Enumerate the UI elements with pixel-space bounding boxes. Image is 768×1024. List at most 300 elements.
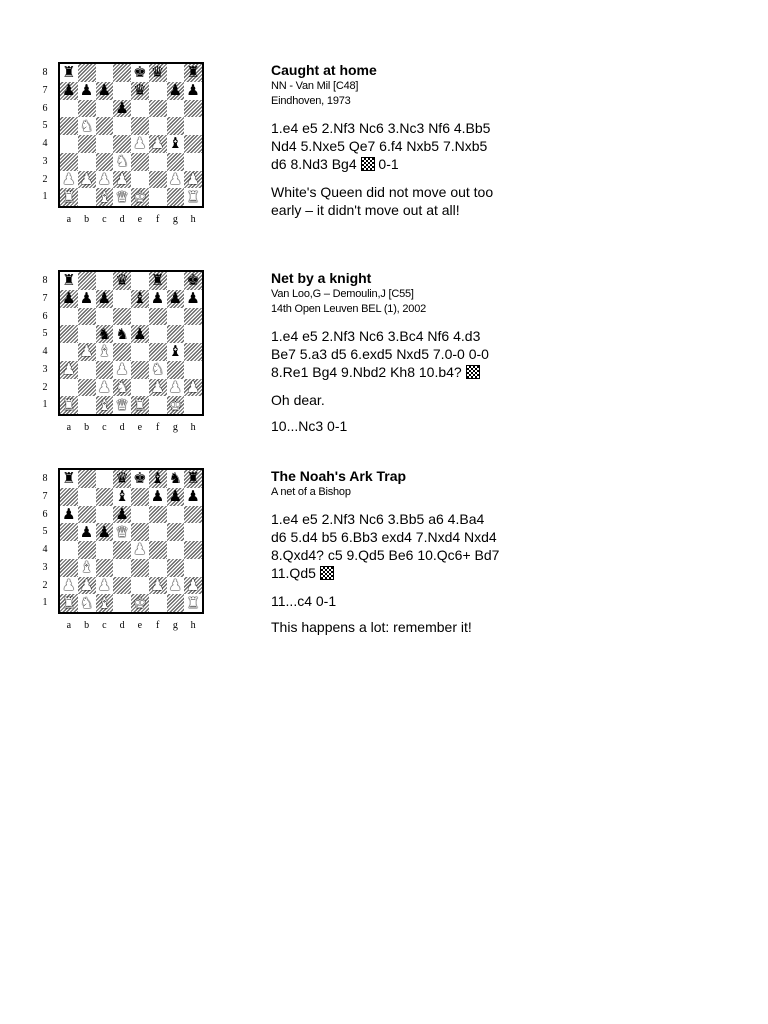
rank-label: 7 [42,84,48,96]
board-square-d4 [113,541,131,559]
moves-text: 1.e4 e5 2.Nf3 Nc6 3.Bc4 Nf6 4.d3 Be7 5.a3 d5 6.exd5 Nxd5 7.0-0 0-0 8.Re1 Bg4 9.Nbd2 Kh8 10.b4? [271,328,489,380]
black-pawn-icon: ♟ [79,289,94,308]
rank-label: 5 [42,120,48,132]
white-pawn-icon: ♟ [97,377,112,396]
board-square-e4 [131,135,149,153]
board-square-h3 [184,559,202,577]
board-square-b6 [78,506,96,524]
white-pawn-icon: ♟ [133,134,147,153]
board-square-h2 [184,577,202,595]
board-square-b7 [78,488,96,506]
board-square-f1 [149,594,167,612]
board-square-a4 [60,135,78,153]
board-square-c6 [96,308,114,326]
file-label: d [119,422,125,433]
board-square-b8 [78,470,96,488]
board-square-h5 [184,117,202,135]
file-label: f [155,214,160,225]
board-square-a1 [60,188,78,206]
game-text [271,468,501,636]
board-square-e2 [131,577,149,595]
board-square-b1 [78,396,96,414]
file-label: a [66,422,72,433]
game-text [271,270,501,435]
game-title: Net by a knight [271,270,372,286]
black-queen-icon: ♛ [133,81,147,100]
board-square-e5 [131,523,149,541]
board-square-g8 [167,64,185,82]
rank-label: 6 [42,508,48,520]
end-of-line-icon [466,365,480,379]
board-square-g7 [167,488,185,506]
file-label: b [84,422,90,433]
rank-label: 4 [42,544,48,555]
file-label: b [84,620,90,631]
black-king-icon: ♚ [133,469,147,488]
board-square-c1 [96,188,114,206]
rank-label: 2 [42,173,48,185]
board-square-h7 [184,488,202,506]
board-square-h2 [184,171,202,189]
board-square-b8 [78,64,96,82]
board-square-d2 [113,171,131,189]
board-square-f7 [149,290,167,308]
board-square-c5 [96,117,114,135]
file-label: c [102,620,107,631]
game-note: Oh dear. [271,392,325,408]
black-queen-icon: ♛ [150,63,165,82]
white-queen-icon: ♛ [115,395,129,414]
board-square-b8 [78,272,96,290]
board-square-c5 [96,523,114,541]
rank-label: 3 [42,155,48,167]
file-label: g [172,620,178,631]
board-square-g7 [167,290,185,308]
white-king-icon: ♚ [133,187,147,206]
board-square-b4 [78,541,96,559]
board-square-e2 [131,379,149,397]
rank-label: 7 [42,490,48,502]
rank-label: 5 [42,526,48,538]
board-square-a8 [60,64,78,82]
board-square-a3 [60,153,78,171]
board-square-f2 [149,379,167,397]
board-square-h3 [184,361,202,379]
board-square-h7 [184,290,202,308]
black-queen-icon: ♛ [115,469,129,488]
white-pawn-icon: ♟ [150,134,165,153]
moves-suffix: 0-1 [378,156,399,172]
board-square-h4 [184,135,202,153]
board-square-d7 [113,82,131,100]
diagram-3 [38,468,218,640]
board-square-f6 [149,308,167,326]
board-square-e3 [131,153,149,171]
board-square-d3 [113,153,131,171]
board-square-d7 [113,488,131,506]
white-bishop-icon: ♝ [97,187,112,206]
board-square-d6 [113,308,131,326]
board-square-e6 [131,506,149,524]
white-rook-icon: ♜ [62,593,76,612]
board-square-b4 [78,135,96,153]
board-square-h1 [184,188,202,206]
rank-label: 1 [42,597,48,609]
board-square-h8 [184,64,202,82]
file-label: h [190,620,196,631]
board-square-g3 [167,361,185,379]
board-square-g2 [167,379,185,397]
file-label: c [102,422,107,433]
black-bishop-icon: ♝ [168,342,183,361]
white-pawn-icon: ♟ [115,360,129,379]
board-square-c3 [96,153,114,171]
white-rook-icon: ♜ [62,395,76,414]
board-square-b6 [78,308,96,326]
chessboard [58,468,204,614]
board-square-a5 [60,523,78,541]
board-square-b5 [78,523,96,541]
board-square-c7 [96,488,114,506]
board-square-g4 [167,343,185,361]
board-square-c7 [96,290,114,308]
board-square-f5 [149,523,167,541]
white-queen-icon: ♛ [115,522,129,541]
board-square-e7 [131,82,149,100]
diagram-2 [38,270,218,442]
board-square-f1 [149,188,167,206]
board-square-f4 [149,541,167,559]
board-square-b1 [78,188,96,206]
board-square-f2 [149,577,167,595]
board-square-e3 [131,361,149,379]
black-pawn-icon: ♟ [186,289,200,308]
board-square-d1 [113,396,131,414]
white-pawn-icon: ♟ [115,169,129,188]
board-square-f7 [149,82,167,100]
board-square-a5 [60,325,78,343]
white-knight-icon: ♞ [79,593,94,612]
board-square-a5 [60,117,78,135]
chessboard [58,270,204,416]
black-rook-icon: ♜ [186,63,200,82]
black-rook-icon: ♜ [150,271,165,290]
board-square-a3 [60,361,78,379]
black-bishop-icon: ♝ [115,487,129,506]
board-square-c4 [96,135,114,153]
board-square-g8 [167,470,185,488]
board-square-f4 [149,343,167,361]
black-rook-icon: ♜ [186,469,200,488]
game-players: NN - Van Mil [C48] [271,80,359,92]
board-square-d1 [113,188,131,206]
board-square-b3 [78,153,96,171]
board-square-g7 [167,82,185,100]
white-pawn-icon: ♟ [186,575,200,594]
black-pawn-icon: ♟ [115,504,129,523]
board-square-f8 [149,470,167,488]
file-label: f [155,422,160,433]
black-pawn-icon: ♟ [97,289,112,308]
board-square-g8 [167,272,185,290]
board-square-c3 [96,559,114,577]
board-square-g3 [167,559,185,577]
board-square-a2 [60,171,78,189]
board-square-g4 [167,135,185,153]
board-square-c8 [96,64,114,82]
board-square-h6 [184,100,202,118]
board-square-a1 [60,594,78,612]
rank-label: 4 [42,346,48,357]
board-square-h2 [184,379,202,397]
board-square-h1 [184,594,202,612]
file-labels [60,422,202,434]
board-square-b6 [78,100,96,118]
board-square-d3 [113,361,131,379]
white-king-icon: ♚ [133,593,147,612]
board-square-b4 [78,343,96,361]
white-pawn-icon: ♟ [168,575,183,594]
white-pawn-icon: ♟ [150,575,165,594]
white-pawn-icon: ♟ [150,377,165,396]
black-pawn-icon: ♟ [79,81,94,100]
file-label: g [172,214,178,225]
board-square-c4 [96,541,114,559]
game-title: Caught at home [271,62,377,78]
moves-text: 1.e4 e5 2.Nf3 Nc6 3.Bb5 a6 4.Ba4 d6 5.d4 b5 6.Bb3 exd4 7.Nxd4 Nxd4 8.Qxd4? c5 9.Qd5 Be6 10.Qc6+ Bd7 11.Qd5 [271,511,500,581]
file-label: d [119,214,125,225]
white-knight-icon: ♞ [115,377,129,396]
rank-label: 6 [42,102,48,114]
rank-label: 8 [42,67,48,78]
file-label: c [102,214,107,225]
board-square-f8 [149,272,167,290]
board-square-e1 [131,396,149,414]
game-note: This happens a lot: remember it! [271,619,472,635]
white-pawn-icon: ♟ [168,377,183,396]
white-pawn-icon: ♟ [62,575,76,594]
board-square-b2 [78,379,96,397]
board-square-b5 [78,325,96,343]
board-square-g6 [167,100,185,118]
board-square-c1 [96,396,114,414]
board-square-a6 [60,308,78,326]
board-square-e6 [131,100,149,118]
board-square-d5 [113,523,131,541]
board-square-h5 [184,325,202,343]
board-square-b1 [78,594,96,612]
board-square-g3 [167,153,185,171]
board-square-a3 [60,559,78,577]
file-label: a [66,214,72,225]
white-rook-icon: ♜ [62,187,76,206]
board-square-c2 [96,171,114,189]
white-bishop-icon: ♝ [97,342,112,361]
black-knight-icon: ♞ [97,324,112,343]
board-square-f6 [149,506,167,524]
game-note: White's Queen did not move out too early – it didn't move out at all! [271,184,494,218]
white-pawn-icon: ♟ [186,169,200,188]
board-square-a7 [60,488,78,506]
white-pawn-icon: ♟ [79,342,94,361]
game-event: 14th Open Leuven BEL (1), 2002 [271,303,427,315]
board-square-b2 [78,577,96,595]
black-king-icon: ♚ [133,63,147,82]
black-pawn-icon: ♟ [133,324,147,343]
board-square-a8 [60,470,78,488]
board-square-h1 [184,396,202,414]
white-pawn-icon: ♟ [62,360,76,379]
board-square-e5 [131,325,149,343]
board-square-e4 [131,541,149,559]
file-label: f [155,620,160,631]
black-pawn-icon: ♟ [115,98,129,117]
board-square-f8 [149,64,167,82]
board-square-h8 [184,272,202,290]
board-square-c8 [96,272,114,290]
board-square-d6 [113,100,131,118]
rank-label: 3 [42,561,48,573]
board-square-d7 [113,290,131,308]
board-square-f3 [149,361,167,379]
board-square-g1 [167,396,185,414]
white-bishop-icon: ♝ [79,558,94,577]
white-rook-icon: ♜ [186,187,200,206]
black-pawn-icon: ♟ [186,81,200,100]
board-square-d6 [113,506,131,524]
board-square-d1 [113,594,131,612]
white-knight-icon: ♞ [150,360,165,379]
board-square-a4 [60,541,78,559]
file-label: g [172,422,178,433]
rank-label: 4 [42,138,48,149]
board-square-e1 [131,188,149,206]
black-pawn-icon: ♟ [168,81,183,100]
file-label: h [190,214,196,225]
board-square-c6 [96,506,114,524]
white-pawn-icon: ♟ [97,169,112,188]
black-king-icon: ♚ [186,271,200,290]
game-moves [271,119,501,173]
board-square-h4 [184,541,202,559]
board-square-e7 [131,290,149,308]
end-of-line-icon [361,157,375,171]
black-pawn-icon: ♟ [79,522,94,541]
board-square-h7 [184,82,202,100]
board-square-d8 [113,64,131,82]
board-square-e8 [131,470,149,488]
file-label: e [137,422,143,433]
game-title: The Noah's Ark Trap [271,468,407,484]
file-label: d [119,620,125,631]
board-square-g1 [167,594,185,612]
board-square-c2 [96,577,114,595]
board-square-h6 [184,308,202,326]
game-note: 10...Nc3 0-1 [271,418,348,434]
game-event: Eindhoven, 1973 [271,95,351,107]
board-square-a7 [60,290,78,308]
board-square-d8 [113,470,131,488]
white-knight-icon: ♞ [79,116,94,135]
white-rook-icon: ♜ [186,593,200,612]
board-square-a7 [60,82,78,100]
white-pawn-icon: ♟ [62,169,76,188]
board-square-a2 [60,577,78,595]
black-pawn-icon: ♟ [97,81,112,100]
rank-label: 6 [42,310,48,322]
game-players: Van Loo,G – Demoulin,J [C55] [271,288,414,300]
file-labels [60,214,202,226]
board-square-d2 [113,577,131,595]
board-square-d3 [113,559,131,577]
board-square-c2 [96,379,114,397]
board-square-f2 [149,171,167,189]
game-moves [271,327,501,381]
black-bishop-icon: ♝ [150,469,165,488]
rank-label: 8 [42,275,48,286]
white-pawn-icon: ♟ [79,169,94,188]
white-pawn-icon: ♟ [133,540,147,559]
board-square-f5 [149,117,167,135]
board-square-h8 [184,470,202,488]
board-square-a8 [60,272,78,290]
file-label: e [137,214,143,225]
black-pawn-icon: ♟ [62,504,76,523]
black-pawn-icon: ♟ [150,487,165,506]
board-square-e8 [131,272,149,290]
board-square-h5 [184,523,202,541]
end-of-line-icon [320,566,334,580]
board-square-c6 [96,100,114,118]
board-square-g2 [167,171,185,189]
rank-label: 3 [42,363,48,375]
board-square-d5 [113,325,131,343]
board-square-f3 [149,153,167,171]
board-square-e7 [131,488,149,506]
file-label: a [66,620,72,631]
board-square-d2 [113,379,131,397]
board-square-b3 [78,361,96,379]
board-square-a1 [60,396,78,414]
board-square-f1 [149,396,167,414]
board-square-c5 [96,325,114,343]
board-square-g5 [167,325,185,343]
black-rook-icon: ♜ [62,469,76,488]
board-square-g5 [167,523,185,541]
board-square-e2 [131,171,149,189]
file-label: e [137,620,143,631]
board-square-g5 [167,117,185,135]
file-label: b [84,214,90,225]
board-square-g2 [167,577,185,595]
board-square-e1 [131,594,149,612]
board-square-c3 [96,361,114,379]
black-pawn-icon: ♟ [62,81,76,100]
board-square-f5 [149,325,167,343]
board-square-f3 [149,559,167,577]
black-pawn-icon: ♟ [168,487,183,506]
game-text [271,62,501,219]
board-square-g6 [167,308,185,326]
game-players: A net of a Bishop [271,486,351,498]
black-knight-icon: ♞ [115,324,129,343]
white-queen-icon: ♛ [115,187,129,206]
black-pawn-icon: ♟ [150,289,165,308]
board-square-e8 [131,64,149,82]
white-pawn-icon: ♟ [186,377,200,396]
board-square-h4 [184,343,202,361]
black-queen-icon: ♛ [115,271,129,290]
